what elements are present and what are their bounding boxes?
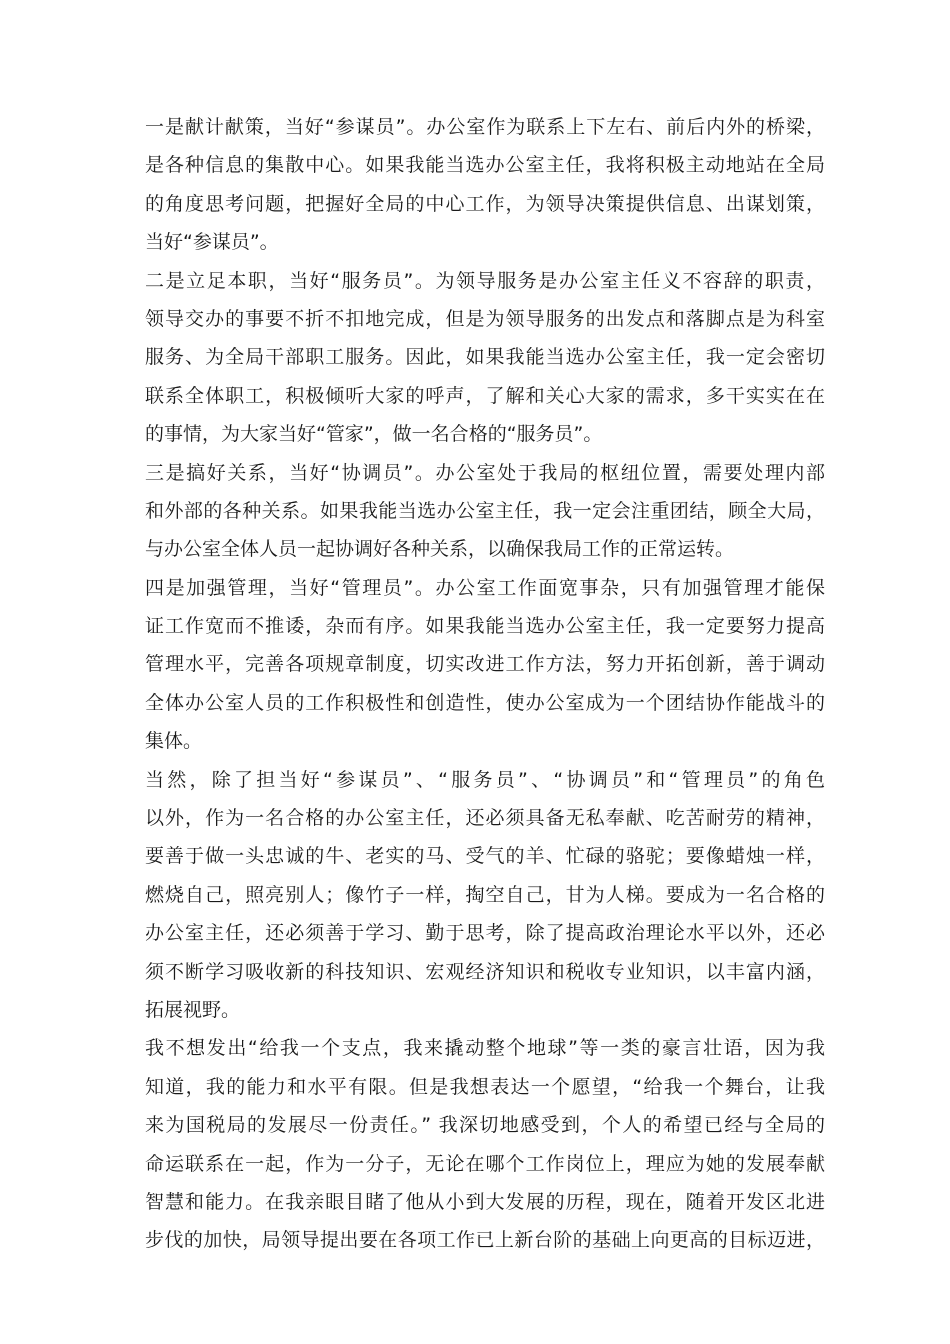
text-line: 全体办公室人员的工作积极性和创造性，使办公室成为一个团结协作能战斗的 xyxy=(145,691,825,714)
text-line: 服务、为全局干部职工服务。因此，如果我能当选办公室主任，我一定会密切 xyxy=(145,346,825,369)
text-line: 证工作宽而不推诿，杂而有序。如果我能当选办公室主任，我一定要努力提高 xyxy=(145,615,825,638)
text-line: 集体。 xyxy=(145,730,203,753)
text-line: 的事情，为大家当好“管家”，做一名合格的“服务员”。 xyxy=(145,423,603,446)
text-line: 当然，除了担当好“参谋员”、“服务员”、“协调员”和“管理员”的角色 xyxy=(145,768,825,791)
text-line: 拓展视野。 xyxy=(145,998,241,1021)
text-line: 知道，我的能力和水平有限。但是我想表达一个愿望，“给我一个舞台，让我 xyxy=(145,1075,825,1098)
text-line: 须不断学习吸收新的科技知识、宏观经济知识和税收专业知识，以丰富内涵， xyxy=(145,960,825,983)
text-line: 燃烧自己，照亮别人；像竹子一样，掏空自己，甘为人梯。要成为一名合格的 xyxy=(145,883,825,906)
text-line: 领导交办的事要不折不扣地完成，但是为领导服务的出发点和落脚点是为科室 xyxy=(145,307,825,330)
text-line: 要善于做一头忠诚的牛、老实的马、受气的羊、忙碌的骆驼；要像蜡烛一样， xyxy=(145,845,825,868)
text-line: 三是搞好关系，当好“协调员”。办公室处于我局的枢纽位置，需要处理内部 xyxy=(145,461,825,484)
text-line: 当好“参谋员”。 xyxy=(145,231,279,254)
text-line: 管理水平，完善各项规章制度，切实改进工作方法，努力开拓创新，善于调动 xyxy=(145,653,825,676)
text-line: 来为国税局的发展尽一份责任。” 我深切地感受到，个人的希望已经与全局的 xyxy=(145,1114,825,1137)
text-line: 我不想发出“给我一个支点，我来撬动整个地球”等一类的豪言壮语，因为我 xyxy=(145,1037,825,1060)
text-line: 步伐的加快，局领导提出要在各项工作已上新台阶的基础上向更高的目标迈进， xyxy=(145,1229,825,1252)
document-body xyxy=(145,108,825,1260)
text-line: 一是献计献策，当好“参谋员”。办公室作为联系上下左右、前后内外的桥梁， xyxy=(145,116,825,138)
text-line: 是各种信息的集散中心。如果我能当选办公室主任，我将积极主动地站在全局 xyxy=(145,154,825,177)
text-line: 四是加强管理，当好“管理员”。办公室工作面宽事杂，只有加强管理才能保 xyxy=(145,576,825,599)
text-line: 的角度思考问题，把握好全局的中心工作，为领导决策提供信息、出谋划策， xyxy=(145,192,825,215)
text-line: 联系全体职工，积极倾听大家的呼声，了解和关心大家的需求，多干实实在在 xyxy=(145,384,825,407)
text-line: 智慧和能力。在我亲眼目睹了他从小到大发展的历程，现在，随着开发区北进 xyxy=(145,1190,825,1213)
text-line: 与办公室全体人员一起协调好各种关系，以确保我局工作的正常运转。 xyxy=(145,538,735,561)
text-line: 办公室主任，还必须善于学习、勤于思考，除了提高政治理论水平以外，还必 xyxy=(145,922,825,945)
text-line: 命运联系在一起，作为一分子，无论在哪个工作岗位上，理应为她的发展奉献 xyxy=(145,1152,825,1175)
text-line: 和外部的各种关系。如果我能当选办公室主任，我一定会注重团结，顾全大局， xyxy=(145,499,825,522)
text-line: 以外，作为一名合格的办公室主任，还必须具备无私奉献、吃苦耐劳的精神， xyxy=(145,807,825,830)
text-line: 二是立足本职，当好“服务员”。为领导服务是办公室主任义不容辞的职责， xyxy=(145,269,825,292)
